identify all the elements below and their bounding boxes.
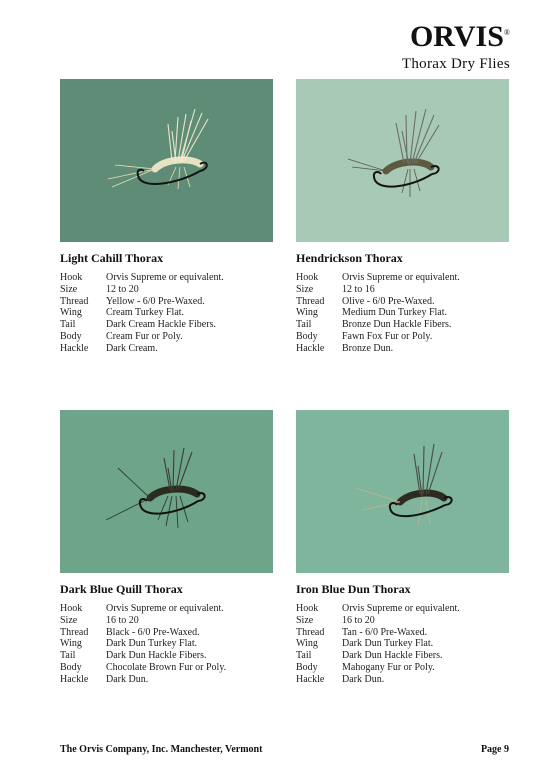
spec-row-body: Body Cream Fur or Poly. bbox=[60, 330, 183, 342]
spec-row-hook: Hook Orvis Supreme or equivalent. bbox=[60, 272, 224, 283]
brand-header bbox=[402, 18, 510, 73]
orvis-logo: ORVIS® bbox=[409, 20, 510, 53]
spec-row-hackle: Hackle Dark Dun. bbox=[60, 673, 149, 685]
spec-row-wing: Wing Medium Dun Turkey Flat. bbox=[296, 307, 448, 319]
spec-row-wing: Wing Cream Turkey Flat. bbox=[60, 307, 185, 319]
spec-row-hook: Hook Orvis Supreme or equivalent. bbox=[60, 603, 224, 614]
spec-row-hackle: Hackle Dark Dun. bbox=[296, 673, 385, 685]
spec-row-wing: Wing Dark Dun Turkey Flat. bbox=[60, 638, 198, 650]
fly-photo bbox=[296, 410, 509, 573]
spec-row-hackle: Hackle Dark Cream. bbox=[60, 342, 158, 354]
spec-row-size: Size 12 to 20 bbox=[60, 283, 139, 295]
spec-row-body: Body Mahogany Fur or Poly. bbox=[296, 661, 435, 673]
spec-row-tail: Tail Bronze Dun Hackle Fibers. bbox=[296, 319, 452, 331]
spec-row-thread: Thread Tan - 6/0 Pre-Waxed. bbox=[296, 626, 428, 638]
fly-card-light-cahill bbox=[60, 79, 273, 355]
footer-company: The Orvis Company, Inc. Manchester, Vermont bbox=[60, 744, 263, 755]
fly-name: Hendrickson Thorax bbox=[296, 251, 403, 265]
fly-photo bbox=[60, 79, 273, 242]
page-subtitle: Thorax Dry Flies bbox=[401, 56, 510, 72]
spec-row-size: Size 16 to 20 bbox=[296, 614, 375, 626]
spec-row-body: Body Fawn Fox Fur or Poly. bbox=[296, 330, 433, 342]
spec-row-hook: Hook Orvis Supreme or equivalent. bbox=[296, 272, 460, 283]
spec-row-hook: Hook Orvis Supreme or equivalent. bbox=[296, 603, 460, 614]
fly-card-iron-blue-dun bbox=[296, 410, 509, 686]
spec-row-size: Size 16 to 20 bbox=[60, 614, 139, 626]
fly-card-dark-blue-quill bbox=[60, 410, 273, 686]
fly-card-hendrickson bbox=[296, 79, 509, 355]
fly-name: Iron Blue Dun Thorax bbox=[296, 582, 411, 596]
spec-row-wing: Wing Dark Dun Turkey Flat. bbox=[296, 638, 434, 650]
spec-row-tail: Tail Dark Dun Hackle Fibers. bbox=[296, 650, 443, 662]
fly-recipe bbox=[60, 603, 273, 686]
page-number: Page 9 bbox=[480, 744, 509, 755]
fly-photo bbox=[296, 79, 509, 242]
spec-row-size: Size 12 to 16 bbox=[296, 283, 375, 295]
spec-row-thread: Thread Black - 6/0 Pre-Waxed. bbox=[60, 626, 200, 638]
page-footer bbox=[60, 744, 509, 755]
spec-row-hackle: Hackle Bronze Dun. bbox=[296, 342, 394, 354]
fly-recipe bbox=[296, 603, 509, 686]
fly-recipe bbox=[60, 272, 273, 355]
fly-name: Dark Blue Quill Thorax bbox=[60, 582, 183, 596]
spec-row-tail: Tail Dark Cream Hackle Fibers. bbox=[60, 319, 216, 331]
spec-row-body: Body Chocolate Brown Fur or Poly. bbox=[60, 661, 227, 673]
spec-row-thread: Thread Olive - 6/0 Pre-Waxed. bbox=[296, 295, 435, 307]
fly-photo bbox=[60, 410, 273, 573]
fly-recipe bbox=[296, 272, 509, 355]
spec-row-tail: Tail Dark Dun Hackle Fibers. bbox=[60, 650, 207, 662]
fly-name: Light Cahill Thorax bbox=[60, 251, 164, 265]
spec-row-thread: Thread Yellow - 6/0 Pre-Waxed. bbox=[60, 295, 205, 307]
